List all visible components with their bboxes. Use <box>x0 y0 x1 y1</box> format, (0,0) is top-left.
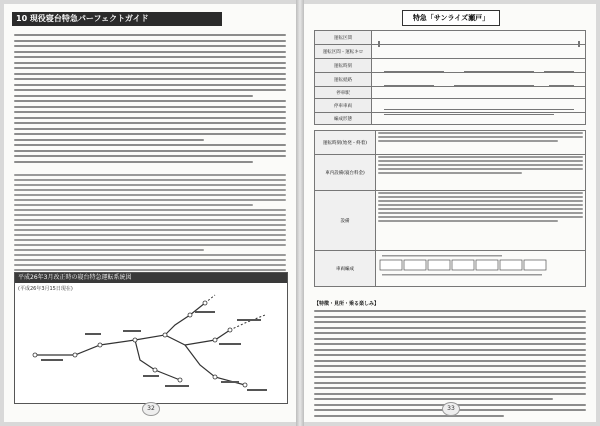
map-subtitle: (平成26年3月15日現在) <box>18 286 73 292</box>
map-title: 平成26年3月改正時の寝台特急運転系統図 <box>15 273 287 283</box>
section-heading: 【特徴・見所・乗る楽しみ】 <box>314 301 380 307</box>
row-label: 運転時刻 <box>315 59 372 73</box>
row-label: 運転区間・運転キロ <box>315 45 372 59</box>
left-page <box>4 4 296 422</box>
row-label: 停車駅 <box>315 87 372 99</box>
book-gutter <box>296 0 304 426</box>
row-label: 停車車両 <box>315 99 372 113</box>
info-label: 運転時刻(始発・終着) <box>315 131 376 155</box>
right-page <box>304 4 596 422</box>
train-title: 特急「サンライズ瀬戸」 <box>402 10 500 26</box>
page-number: 32 <box>142 402 160 416</box>
body-text-block-1 <box>14 34 286 166</box>
row-label: 運転経路 <box>315 73 372 87</box>
route-map-drawing <box>15 285 287 403</box>
info-label: 車両編成 <box>315 251 376 287</box>
route-map <box>14 272 288 404</box>
info-table <box>314 130 586 287</box>
info-label: 車内設備(寝台料金) <box>315 155 376 191</box>
row-label: 編成形態 <box>315 113 372 125</box>
info-label: 設備 <box>315 191 376 251</box>
page-number: 33 <box>442 402 460 416</box>
timetable <box>314 30 586 125</box>
section-title: 10 現役寝台特急パーフェクトガイド <box>12 12 222 26</box>
car-formation-diagram <box>378 252 583 282</box>
row-label: 運転区間 <box>315 31 372 45</box>
